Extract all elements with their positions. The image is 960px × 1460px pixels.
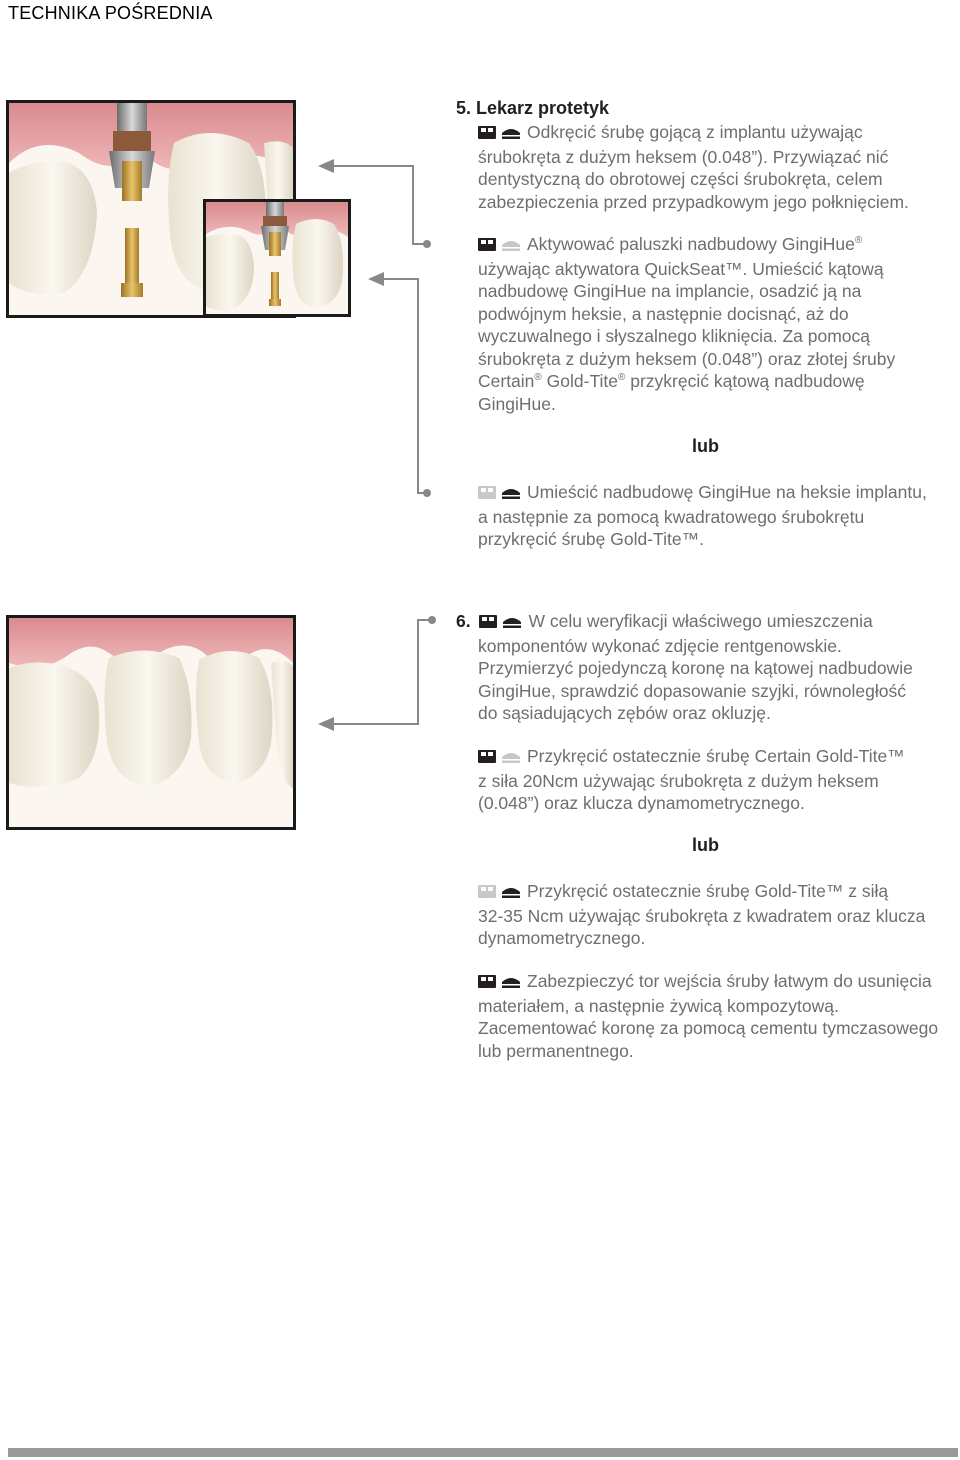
- step-5-p3-line-3: przykręcić śrubę Gold-Tite™.: [478, 529, 704, 549]
- step-6-paragraph-2: [478, 745, 905, 815]
- page-header: TECHNIKA POŚREDNIA: [8, 3, 213, 23]
- doctor-icons-full-faded: [478, 747, 522, 770]
- step-6-p1-line-4: GingiHue, sprawdzić dopasowanie szyjki, równoległość: [478, 680, 906, 701]
- step-6-p2-line-3: (0.048”) oraz klucza dynamometrycznego.: [478, 793, 805, 813]
- connector-dot-1: [423, 240, 431, 248]
- step-6-p4-line-2: materiałem, a następnie żywicą kompozytową.: [478, 995, 839, 1016]
- step-6-p2-line-1: Przykręcić ostatecznie śrubę Certain Gold-Tite™: [527, 746, 905, 766]
- step-5-p3-line-2: a następnie za pomocą kwadratowego śrubokrętu: [478, 506, 865, 527]
- step-5-p2-line-7-rest: przykręcić kątową nadbudowę: [625, 371, 865, 391]
- step-5-p2-line-8: GingiHue.: [478, 393, 556, 414]
- step-5-p2-line-2: używając aktywatora QuickSeat™. Umieścić kątową: [478, 258, 884, 279]
- connector-dot-2: [423, 489, 431, 497]
- implant-illustration-small: [206, 202, 348, 314]
- registered-mark: ®: [854, 235, 863, 247]
- doctor-icons-full-full: [479, 612, 523, 635]
- step-5-p1-line-1: Odkręcić śrubę gojącą z implantu używając: [527, 122, 863, 142]
- registered-mark: ®: [617, 372, 626, 384]
- arrowhead-2: [368, 272, 384, 286]
- step-6-p4-line-3: Zacementować koronę za pomocą cementu tymczasowego: [478, 1018, 939, 1038]
- certain-text: Certain: [478, 371, 535, 391]
- step-6-p1-line-2: komponentów wykonać zdjęcie rentgenowskie.: [478, 635, 842, 656]
- step-6-p1-line-5: do sąsiadujących zębów oraz okluzję.: [478, 703, 771, 723]
- doctor-icons-faded-full: [478, 882, 522, 905]
- step-5-p1-line-4: zabezpieczenia przed przypadkowym jego połknięciem.: [478, 191, 909, 212]
- clinician-icon: [478, 750, 496, 763]
- arrowhead-3: [318, 717, 334, 731]
- step-5-paragraph-1: [478, 121, 909, 213]
- lab-icon-faded: [502, 241, 520, 251]
- registered-mark: ®: [534, 372, 542, 384]
- step-6-number: 6.: [456, 611, 471, 631]
- step-6-paragraph-3: [478, 880, 925, 950]
- or-separator-2: lub: [692, 835, 719, 855]
- connector-line-3: [320, 620, 432, 724]
- step-6-p4-line-1: Zabezpieczyć tor wejścia śruby łatwym do usunięcia: [527, 971, 932, 991]
- gold-tite-text: Gold-Tite: [541, 371, 618, 391]
- step-6-paragraph-4: [478, 970, 938, 1062]
- step-5-p2-line-7: [478, 370, 895, 393]
- doctor-icons-full-full: [478, 972, 522, 995]
- step-6-p3-line-2: 32-35 Ncm używając śrubokręta z kwadratem oraz klucza: [478, 905, 926, 926]
- implant-photo-small: [203, 199, 351, 317]
- step-6-p3-line-1: Przykręcić ostatecznie śrubę Gold-Tite™ z siłą: [527, 881, 889, 901]
- lab-icon: [502, 489, 520, 499]
- lab-icon: [502, 978, 520, 988]
- clinician-icon-faded: [478, 885, 496, 898]
- step-6-p2-line-2: z siła 20Ncm używając śrubokręta z dużym heksem: [478, 770, 879, 791]
- or-separator-1: lub: [692, 436, 719, 456]
- connector-dot-3: [428, 616, 436, 624]
- step-6-p1-line-1: W celu weryfikacji właściwego umieszczenia: [528, 611, 873, 631]
- clinician-icon-faded: [478, 486, 496, 499]
- step-5-p2-line-3: nadbudowę GingiHue na implancie, osadzić ją na: [478, 281, 862, 301]
- doctor-icons-full-full: [478, 123, 522, 146]
- clinician-icon: [478, 238, 496, 251]
- lab-icon-faded: [502, 753, 520, 763]
- step-5-paragraph-2: [478, 233, 895, 415]
- step-5-p2-line-6: śrubokręta z dużym heksem (0.048”) oraz złotej śruby: [478, 348, 896, 369]
- clinician-icon: [478, 975, 496, 988]
- footer-bar: [8, 1448, 958, 1457]
- step-6-p3-line-3: dynamometrycznego.: [478, 928, 646, 948]
- step-5-p2-line-1: Aktywować paluszki nadbudowy GingiHue: [527, 234, 855, 254]
- lab-icon: [502, 888, 520, 898]
- crown-illustration: [9, 618, 293, 827]
- doctor-icons-full-faded: [478, 235, 522, 258]
- step-5-paragraph-3: [478, 481, 927, 551]
- step-5-p3-line-1: Umieścić nadbudowę GingiHue na heksie implantu,: [527, 482, 927, 502]
- lab-icon: [502, 129, 520, 139]
- clinician-icon: [478, 126, 496, 139]
- clinician-icon: [479, 615, 497, 628]
- step-6-p1-line-3: Przymierzyć pojedynczą koronę na kątowej nadbudowie: [478, 658, 913, 678]
- connector-line-2: [370, 279, 426, 493]
- step-6-paragraph-1: [456, 610, 913, 725]
- step-5-title: 5. Lekarz protetyk: [456, 98, 610, 118]
- step-5-p1-line-2: śrubokręta z dużym heksem (0.048”). Przywiązać nić: [478, 146, 889, 167]
- lab-icon: [503, 618, 521, 628]
- step-6-p4-line-4: lub permanentnego.: [478, 1040, 634, 1061]
- step-5-p2-line-4: podwójnym heksie, a następnie docisnąć, aż do: [478, 303, 849, 324]
- doctor-icons-faded-full: [478, 483, 522, 506]
- crown-photo: [6, 615, 296, 830]
- step-5-p1-line-3: dentystyczną do obrotowej części śrubokręta, celem: [478, 169, 883, 189]
- arrowhead-1: [318, 159, 334, 173]
- step-5-p2-line-5: wyczuwalnego i słyszalnego kliknięcia. Za pomocą: [478, 326, 870, 346]
